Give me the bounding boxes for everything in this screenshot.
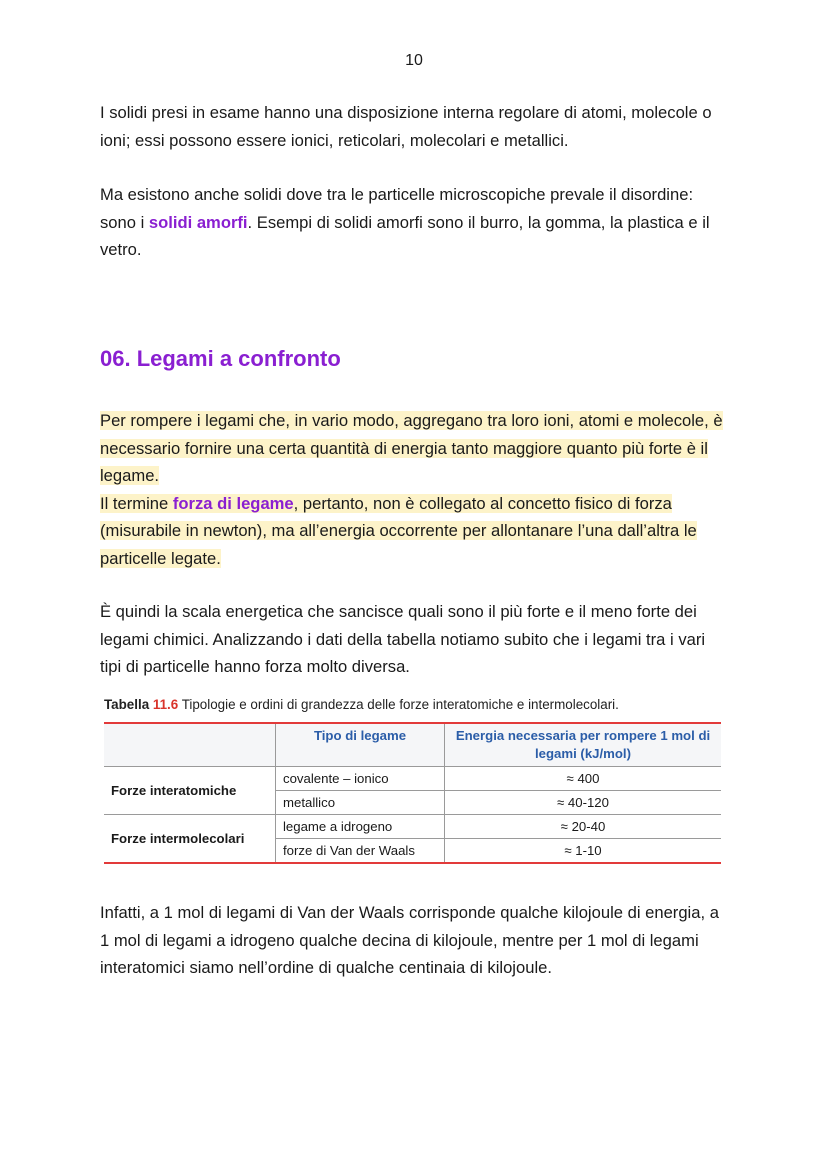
energy-cell: ≈ 40-120 [445, 791, 722, 815]
term-forza-di-legame: forza di legame [172, 493, 294, 513]
highlight-line-2-before: Il termine [100, 493, 173, 513]
group-interatomic: Forze interatomiche [104, 767, 276, 815]
bond-type-cell: metallico [276, 791, 445, 815]
caption-text: Tipologie e ordini di grandezza delle forze interatomiche e intermolecolari. [181, 697, 619, 712]
group-intermolecular: Forze intermolecolari [104, 815, 276, 864]
intro-paragraph-2 [100, 181, 730, 264]
table-header-row [104, 723, 721, 767]
bond-type-cell: covalente – ionico [276, 767, 445, 791]
energy-cell: ≈ 20-40 [445, 815, 722, 839]
highlighted-paragraph [100, 407, 730, 572]
bond-type-cell: legame a idrogeno [276, 815, 445, 839]
highlight-line-2-after: , pertanto, non è collegato al concetto fisico di forza (misurabile in newton), ma all’energia occorrente per allontanare l’una dall’altra le particelle legate. [100, 493, 697, 568]
page-number: 10 [405, 52, 423, 69]
energy-cell: ≈ 1-10 [564, 843, 602, 858]
highlight-line-1: Per rompere i legami che, in vario modo, aggregano tra loro ioni, atomi e molecole, è necessario fornire una certa quantità di energia tanto maggiore quanto più forte è il legame. [100, 411, 723, 485]
closing-paragraph: Infatti, a 1 mol di legami di Van der Waals corrisponde qualche kilojoule di energia, a 1 mol di legami a idrogeno qualche decina di kilojoule, mentre per 1 mol di legami interatomici siamo nell’ordine di qualche centinaia di kilojoule. [100, 903, 719, 977]
table-row [104, 767, 721, 791]
bond-type-cell: forze di Van der Waals [276, 839, 445, 864]
intro-paragraph-1: I solidi presi in esame hanno una disposizione interna regolare di atomi, molecole o ioni; essi possono essere ionici, reticolari, molecolari e metallici. [100, 103, 712, 150]
header-bond-type: Tipo di legame [276, 723, 445, 767]
header-empty [104, 723, 276, 767]
header-energy: Energia necessaria per rompere 1 mol di legami (kJ/mol) [445, 723, 722, 767]
table-caption [104, 697, 619, 712]
p2-text-after: . Esempi di solidi amorfi sono il burro, la gomma, la plastica e il vetro. [100, 212, 710, 259]
energy-scale-paragraph: È quindi la scala energetica che sancisce quali sono il più forte e il meno forte dei legami chimici. Analizzando i dati della tabella notiamo subito che i legami tra i vari tipi di particelle hanno forza molto diversa. [100, 602, 706, 676]
bond-energy-table [104, 722, 721, 864]
caption-number: 11.6 [152, 697, 179, 712]
p2-text-before: Ma esistono anche solidi dove tra le particelle microscopiche prevale il disordine: sono i [100, 185, 694, 232]
term-solidi-amorfi: solidi amorfi [148, 212, 248, 232]
table-row [104, 815, 721, 839]
energy-cell: ≈ 400 [445, 767, 722, 791]
caption-label: Tabella [104, 697, 150, 712]
section-heading: 06. Legami a confronto [100, 346, 341, 371]
